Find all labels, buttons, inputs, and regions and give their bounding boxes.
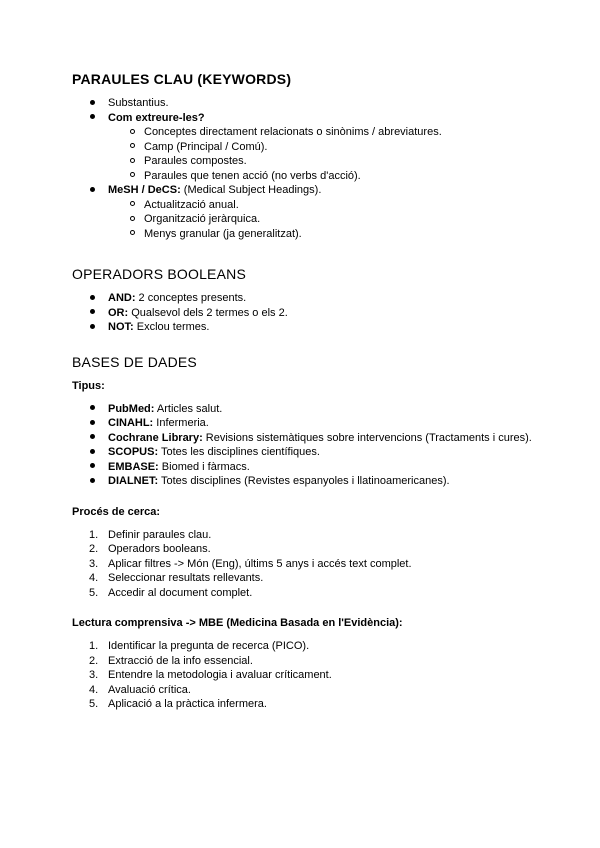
operators-section	[72, 265, 532, 335]
sub-list-item	[108, 212, 532, 227]
bullet-marker	[90, 445, 104, 460]
numbered-item	[72, 639, 532, 654]
keywords-list	[72, 96, 532, 241]
sub-list-item	[108, 140, 532, 155]
number-marker: 1.	[89, 528, 99, 541]
numbered-item-text: Seleccionar resultats rellevants.	[108, 572, 264, 584]
list-item	[72, 291, 532, 306]
sub-list-item	[108, 125, 532, 140]
number-marker: 3.	[89, 557, 99, 570]
number-marker: 4.	[89, 683, 99, 696]
search-process-label: Procés de cerca:	[72, 505, 161, 518]
sub-item-text: Actualització anual.	[144, 198, 239, 211]
document-page	[72, 70, 532, 712]
circle-bullet-marker	[130, 227, 135, 242]
sub-item-text: Camp (Principal / Comú).	[144, 140, 268, 153]
item-text: Qualsevol dels 2 termes o els 2.	[128, 306, 288, 319]
list-item	[72, 320, 532, 335]
numbered-item-text: Aplicació a la pràctica infermera.	[108, 698, 267, 710]
keywords-heading: PARAULES CLAU (KEYWORDS)	[72, 71, 292, 87]
sub-item-text: Organització jeràrquica.	[144, 213, 261, 225]
numbered-item-text: Avaluació crítica.	[108, 683, 191, 696]
number-marker: 2.	[89, 543, 99, 555]
sub-list	[108, 125, 532, 183]
list-item	[72, 474, 532, 489]
bullet-marker	[90, 402, 104, 417]
numbered-item-text: Accedir al document complet.	[108, 586, 253, 599]
item-term: Cochrane Library:	[108, 431, 203, 444]
search-steps-list	[72, 528, 532, 601]
numbered-item-text: Aplicar filtres -> Món (Eng), últims 5 anys i accés text complet.	[108, 557, 412, 570]
bullet-marker	[90, 111, 104, 126]
sub-list	[108, 198, 532, 242]
item-text: Revisions sistemàtiques sobre intervencions (Tractaments i cures).	[202, 431, 532, 444]
numbered-item	[72, 542, 532, 557]
sub-item-text: Paraules que tenen acció (no verbs d'acció).	[144, 169, 361, 182]
number-marker: 5.	[89, 586, 99, 599]
reading-steps-list	[72, 639, 532, 712]
databases-section	[72, 353, 532, 712]
item-text: Totes les disciplines científiques.	[158, 446, 320, 458]
keywords-section	[72, 70, 532, 241]
item-text: Biomed i fàrmacs.	[158, 460, 250, 473]
list-item	[72, 460, 532, 475]
sub-list-item	[108, 169, 532, 184]
numbered-item-text: Entendre la metodologia i avaluar críticament.	[108, 669, 332, 681]
number-marker: 1.	[89, 640, 99, 652]
item-term: NOT:	[108, 321, 134, 333]
sub-item-text: Menys granular (ja generalitzat).	[144, 227, 302, 240]
numbered-item	[72, 654, 532, 669]
numbered-item-text: Extracció de la info essencial.	[108, 654, 253, 667]
numbered-item-text: Identificar la pregunta de recerca (PICO).	[108, 640, 310, 652]
numbered-item	[72, 528, 532, 543]
bullet-marker	[90, 306, 104, 321]
circle-bullet-marker	[130, 198, 135, 213]
numbered-item-text: Definir paraules clau.	[108, 528, 212, 541]
list-item	[72, 402, 532, 417]
number-marker: 5.	[89, 698, 99, 710]
numbered-item	[72, 697, 532, 712]
list-item	[72, 445, 532, 460]
list-item	[72, 111, 532, 184]
item-text: Substantius.	[108, 97, 169, 109]
item-text: Articles salut.	[154, 402, 223, 415]
databases-list	[72, 402, 532, 489]
item-text: (Medical Subject Headings).	[180, 184, 322, 196]
sub-item-text: Paraules compostes.	[144, 155, 247, 167]
number-marker: 4.	[89, 572, 99, 584]
list-item	[72, 96, 532, 111]
list-item	[72, 183, 532, 241]
numbered-item	[72, 668, 532, 683]
numbered-item	[72, 683, 532, 698]
item-term: OR:	[108, 306, 129, 319]
item-term: AND:	[108, 292, 136, 304]
circle-bullet-marker	[130, 212, 135, 227]
list-item	[72, 416, 532, 431]
types-label: Tipus:	[72, 379, 105, 392]
bullet-marker	[90, 96, 104, 111]
numbered-item	[72, 571, 532, 586]
bullet-marker	[90, 474, 104, 489]
item-term: SCOPUS:	[108, 446, 159, 458]
list-item	[72, 431, 532, 446]
circle-bullet-marker	[130, 169, 135, 184]
item-term: MeSH / DeCS:	[108, 184, 181, 196]
sub-list-item	[108, 154, 532, 169]
numbered-item	[72, 557, 532, 572]
circle-bullet-marker	[130, 125, 135, 140]
circle-bullet-marker	[130, 154, 135, 169]
bullet-marker	[90, 291, 104, 306]
bullet-marker	[90, 183, 104, 198]
operators-heading: OPERADORS BOOLEANS	[72, 266, 246, 282]
sub-list-item	[108, 227, 532, 242]
item-term: Com extreure-les?	[108, 111, 205, 124]
sub-list-item	[108, 198, 532, 213]
operators-list	[72, 291, 532, 335]
numbered-item	[72, 586, 532, 601]
item-text: Totes disciplines (Revistes espanyoles i llatinoamericanes).	[158, 475, 450, 487]
databases-heading: BASES DE DADES	[72, 353, 197, 370]
item-term: EMBASE:	[108, 460, 159, 473]
circle-bullet-marker	[130, 140, 135, 155]
list-item	[72, 306, 532, 321]
number-marker: 3.	[89, 669, 99, 681]
item-term: DIALNET:	[108, 475, 159, 487]
numbered-item-text: Operadors booleans.	[108, 543, 211, 555]
reading-label: Lectura comprensiva -> MBE (Medicina Basada en l'Evidència):	[72, 617, 403, 629]
item-text: Infermeria.	[153, 417, 209, 429]
item-term: PubMed:	[108, 402, 155, 415]
number-marker: 2.	[89, 654, 99, 667]
bullet-marker	[90, 416, 104, 431]
sub-item-text: Conceptes directament relacionats o sinònims / abreviatures.	[144, 126, 442, 138]
item-text: Exclou termes.	[133, 321, 210, 333]
bullet-marker	[90, 431, 104, 446]
item-term: CINAHL:	[108, 417, 154, 429]
bullet-marker	[90, 320, 104, 335]
item-text: 2 conceptes presents.	[135, 292, 247, 304]
bullet-marker	[90, 460, 104, 475]
